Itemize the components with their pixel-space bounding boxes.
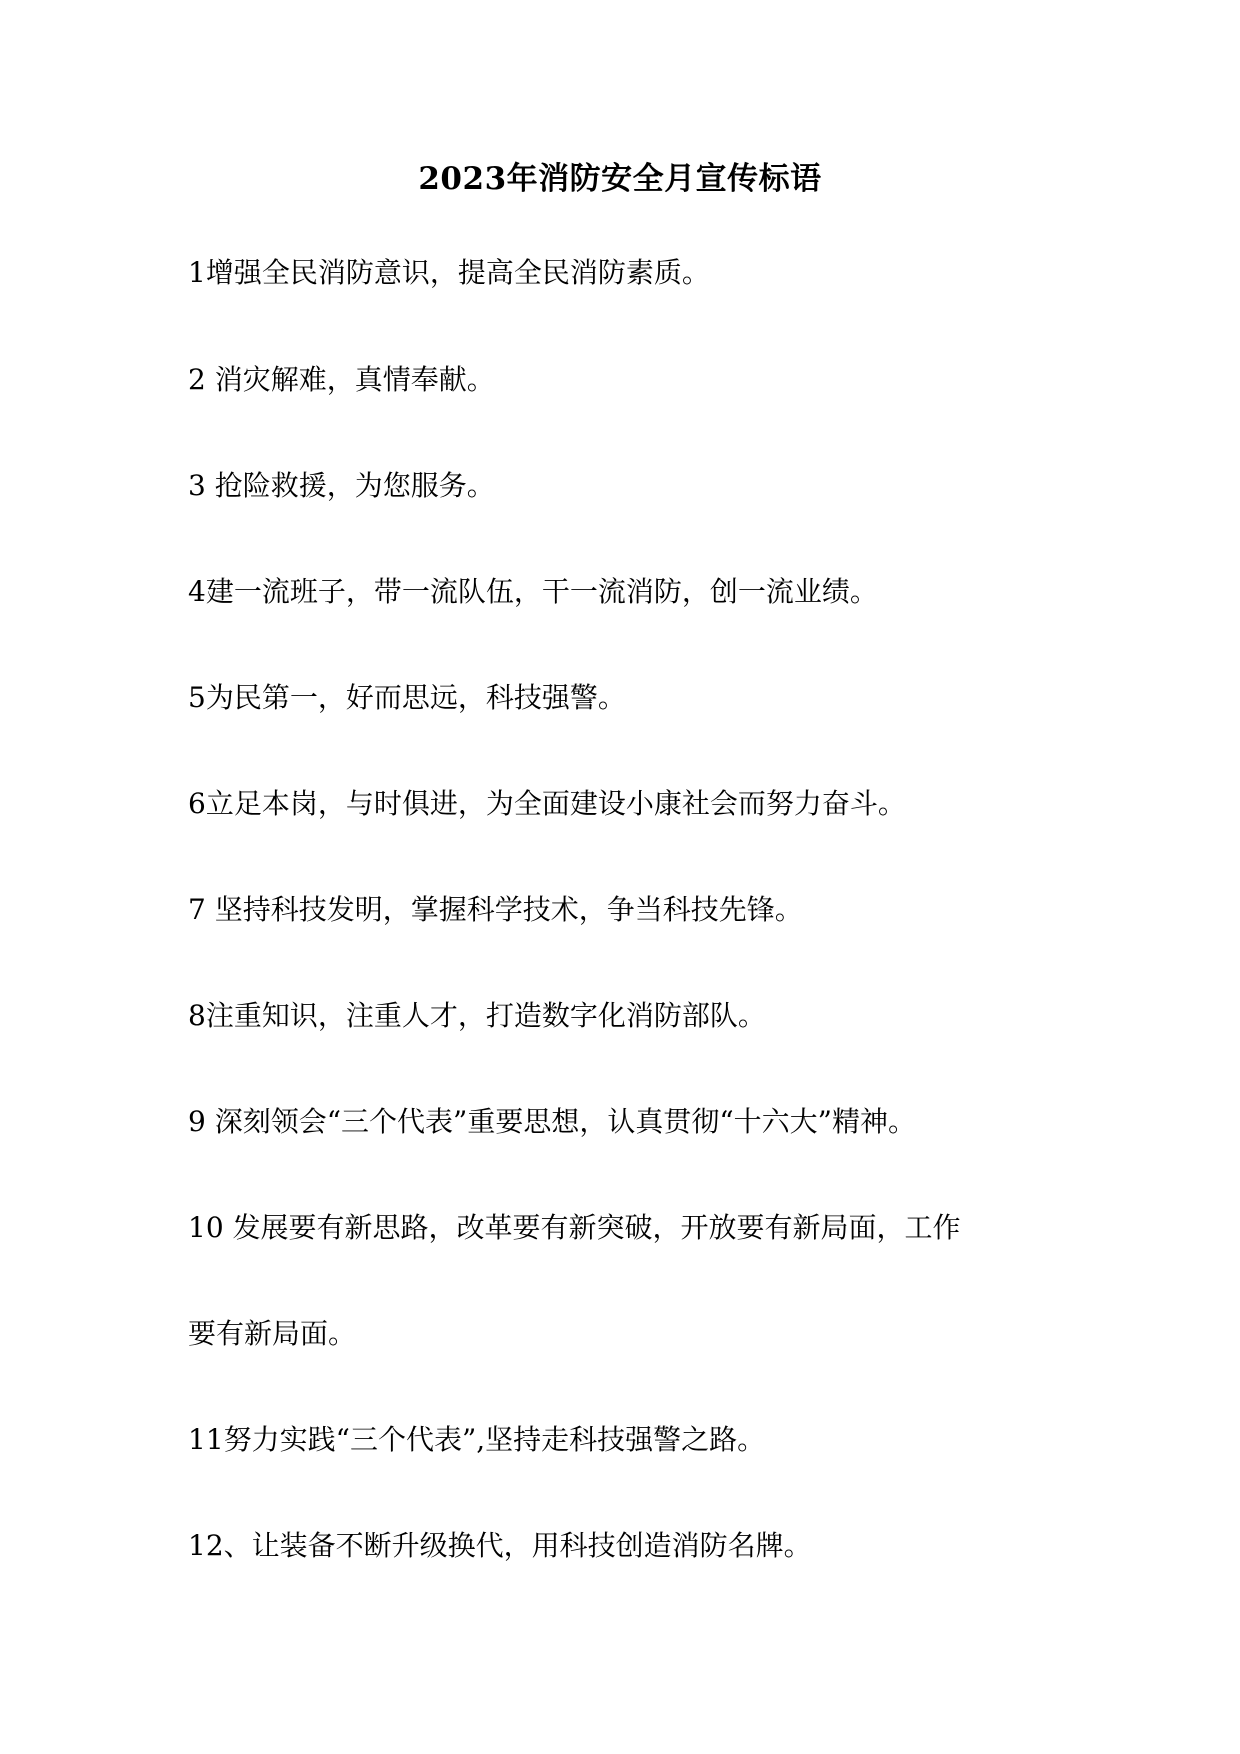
slogan-line-11: 11努力实践“三个代表”,坚持走科技强警之路。 (188, 1423, 766, 1456)
slogan-line-1: 1增强全民消防意识，提高全民消防素质。 (188, 256, 710, 289)
slogan-line-9: 9 深刻领会“三个代表”重要思想，认真贯彻“十六大”精神。 (188, 1105, 916, 1138)
slogan-line-10: 10 发展要有新思路，改革要有新突破，开放要有新局面，工作 (188, 1211, 961, 1244)
slogan-line-6: 6立足本岗，与时俱进，为全面建设小康社会而努力奋斗。 (188, 787, 906, 820)
slogan-line-7: 7 坚持科技发明，掌握科学技术，争当科技先锋。 (188, 893, 803, 926)
slogan-line-12: 12、让装备不断升级换代，用科技创造消防名牌。 (188, 1529, 812, 1562)
slogan-line-8: 8注重知识，注重人才，打造数字化消防部队。 (188, 999, 766, 1032)
slogan-line-3: 3 抢险救援，为您服务。 (188, 469, 495, 502)
slogan-line-2: 2 消灾解难，真情奉献。 (188, 363, 495, 396)
document-title: 2023年消防安全月宣传标语 (418, 161, 822, 197)
slogan-line-10-continued: 要有新局面。 (188, 1317, 357, 1350)
slogan-line-5: 5为民第一，好而思远，科技强警。 (188, 681, 626, 714)
slogan-line-4: 4建一流班子，带一流队伍，干一流消防，创一流业绩。 (188, 575, 878, 608)
